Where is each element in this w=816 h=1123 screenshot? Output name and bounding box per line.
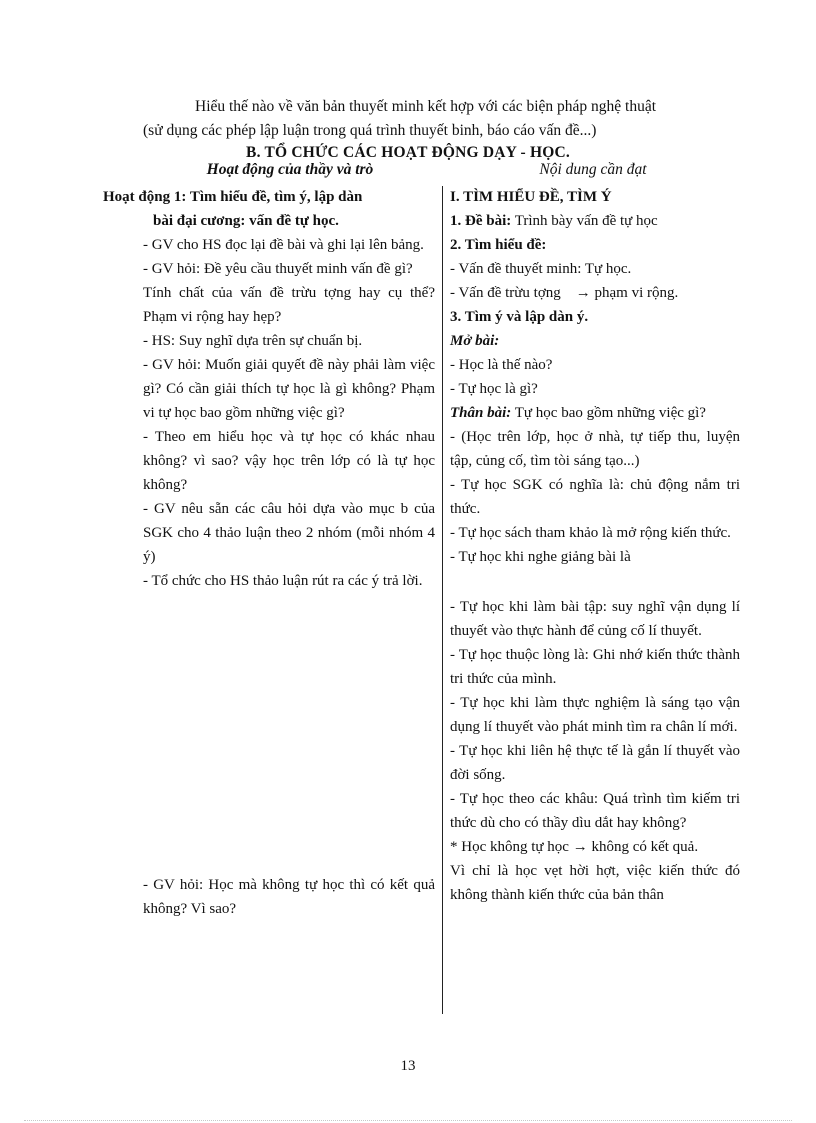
intro-text <box>143 95 768 143</box>
right-para: - Tự học khi nghe giảng bài là <box>450 549 631 565</box>
left-para: Tính chất của vấn đề trừu tợng hay cụ thể? Phạm vi rộng hay hẹp? <box>143 285 435 325</box>
right-para: Thân bài: Tự học bao gồm những việc gì? <box>450 405 706 421</box>
intro-line-2: (sử dụng các phép lập luận trong quá trình thuyết binh, báo cáo vấn đề...) <box>143 122 597 139</box>
left-para: - GV hỏi: Học mà không tự học thì có kết quả không? Vì sao? <box>143 877 435 917</box>
left-column-header: Hoạt động của thầy và trò <box>206 161 374 178</box>
arrow-right-icon: → <box>572 839 588 855</box>
page-number: 13 <box>400 1058 416 1074</box>
arrow-right-icon: → <box>575 285 591 301</box>
right-para: Vì chỉ là học vẹt hời hợt, việc kiến thức đó không thành kiến thức của bản thân <box>450 863 740 903</box>
left-para: - GV nêu sẵn các câu hỏi dựa vào mục b của SGK cho 4 thảo luận theo 2 nhóm (mỗi nhóm 4 ý) <box>143 501 435 565</box>
intro-line-1: Hiểu thế nào về văn bản thuyết minh kết hợp với các biện pháp nghệ thuật <box>195 98 657 115</box>
activity-subtitle: bài đại cương: vấn đề tự học. <box>153 213 339 229</box>
column-divider <box>442 186 443 1014</box>
right-para: - Tự học khi làm thực nghiệm là sáng tạo vận dụng lí thuyết vào phát minh tìm ra chân lí mới. <box>450 695 740 735</box>
heading-tim-hieu-de-2: 2. Tìm hiểu đề: <box>450 237 547 253</box>
heading-tim-y: 3. Tìm ý và lập dàn ý. <box>450 309 589 325</box>
right-para: - Vấn đề trừu tợng → phạm vi rộng. <box>450 285 679 301</box>
left-para: - GV cho HS đọc lại đề bài và ghi lại lên bảng. <box>143 237 424 253</box>
right-para: - Vấn đề thuyết minh: Tự học. <box>450 261 632 277</box>
right-para: - Tự học khi làm bài tập: suy nghĩ vận dụng lí thuyết vào thực hành để củng cố lí thuyết. <box>450 599 740 639</box>
activity-title: Hoạt động 1: Tìm hiểu đề, tìm ý, lập dàn <box>103 189 363 205</box>
de-bai-label: 1. Đề bài: <box>450 213 512 229</box>
page-bottom-rule <box>24 1120 792 1121</box>
right-para: - Tự học SGK có nghĩa là: chủ động nắm tri thức. <box>450 477 740 517</box>
right-para: - Tự học khi liên hệ thực tế là gắn lí thuyết vào đời sống. <box>450 743 740 783</box>
right-para: - Tự học thuộc lòng là: Ghi nhớ kiến thức thành tri thức của mình. <box>450 647 740 687</box>
right-column-header: Nội dung cần đạt <box>539 161 647 178</box>
de-bai-text: Trình bày vấn đề tự học <box>511 213 658 229</box>
section-title: B. TỔ CHỨC CÁC HOẠT ĐỘNG DẠY - HỌC. <box>246 144 570 161</box>
right-para: * Học không tự học → không có kết quả. <box>450 839 699 855</box>
right-para: - Học là thế nào? <box>450 357 553 373</box>
left-para: - Tổ chức cho HS thảo luận rút ra các ý trả lời. <box>143 573 423 589</box>
left-para: - HS: Suy nghĩ dựa trên sự chuẩn bị. <box>143 333 363 349</box>
right-para <box>450 209 740 233</box>
left-para: - Theo em hiểu học và tự học có khác nhau không? vì sao? vậy học trên lớp có là tự học không? <box>143 429 435 493</box>
left-para: - GV hỏi: Muốn giải quyết đề này phải làm việc gì? Có cần giải thích tự học là gì không? Phạm vi tự học bao gồm những việc gì? <box>143 357 435 421</box>
right-para: - Tự học sách tham khảo là mở rộng kiến thức. <box>450 525 731 541</box>
left-column <box>103 185 435 921</box>
right-para: - (Học trên lớp, học ở nhà, tự tiếp thu, luyện tập, củng cố, tìm tòi sáng tạo...) <box>450 429 740 469</box>
left-para: - GV hỏi: Đề yêu cầu thuyết minh vấn đề gì? <box>143 261 413 277</box>
right-para: - Tự học là gì? <box>450 381 538 397</box>
than-bai-label: Thân bài: <box>450 405 512 421</box>
mo-bai-label: Mở bài: <box>450 333 500 349</box>
right-para: - Tự học theo các khâu: Quá trình tìm kiếm tri thức dù cho có thầy dìu dắt hay không? <box>450 791 740 831</box>
right-column <box>450 185 740 907</box>
heading-tim-hieu-de: I. TÌM HIỂU ĐỀ, TÌM Ý <box>450 189 612 205</box>
